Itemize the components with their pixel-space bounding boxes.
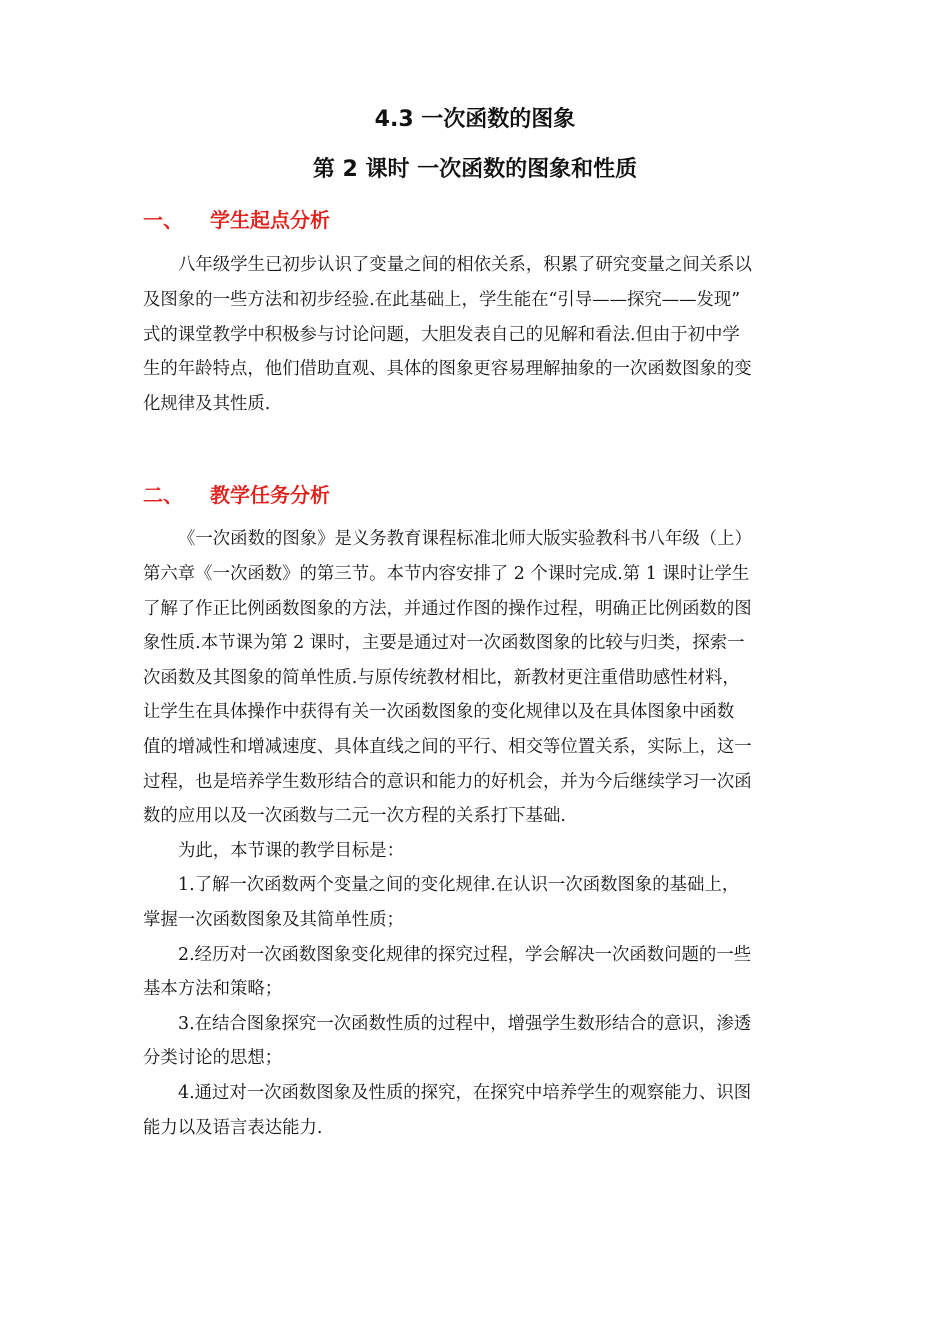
objective-line: 4.通过对一次函数图象及性质的探究，在探究中培养学生的观察能力、识图 [178, 1083, 752, 1103]
objective-line: 基本方法和策略； [143, 979, 283, 999]
paragraph-line: 值的增减性和增减速度、具体直线之间的平行、相交等位置关系，实际上，这一 [143, 737, 752, 757]
paragraph-line: 让学生在具体操作中获得有关一次函数图象的变化规律以及在具体图象中函数 [143, 702, 735, 722]
section-heading-task-analysis [143, 480, 330, 510]
paragraph-line: 化规律及其性质. [143, 394, 271, 414]
objective-line: 3.在结合图象探究一次函数性质的过程中，增强学生数形结合的意识，渗透 [178, 1014, 752, 1034]
paragraph-line: 过程，也是培养学生数形结合的意识和能力的好机会，并为今后继续学习一次函 [143, 772, 752, 792]
section-number: 一、 [143, 208, 183, 232]
paragraph-line: 式的课堂教学中积极参与讨论问题，大胆发表自己的见解和看法.但由于初中学 [143, 325, 740, 345]
paragraph-line: 《一次函数的图象》是义务教育课程标准北师大版实验教科书八年级（上） [178, 529, 752, 549]
paragraph-line: 八年级学生已初步认识了变量之间的相依关系，积累了研究变量之间关系以 [178, 255, 752, 275]
section-number: 二、 [143, 483, 183, 507]
objective-line: 2.经历对一次函数图象变化规律的探究过程，学会解决一次函数问题的一些 [178, 945, 752, 965]
objective-line: 分类讨论的思想； [143, 1048, 283, 1068]
page-title: 4.3 一次函数的图象 [374, 107, 576, 132]
page-subtitle: 第 2 课时 一次函数的图象和性质 [312, 157, 638, 182]
section-heading-student-analysis [143, 205, 330, 235]
paragraph-line: 生的年龄特点，他们借助直观、具体的图象更容易理解抽象的一次函数图象的变 [143, 359, 752, 379]
paragraph-line: 了解了作正比例函数图象的方法，并通过作图的操作过程，明确正比例函数的图 [143, 599, 752, 619]
section-heading-text: 学生起点分析 [210, 208, 330, 232]
paragraph-line: 象性质.本节课为第 2 课时，主要是通过对一次函数图象的比较与归类，探索一 [143, 633, 745, 653]
paragraph-line: 及图象的一些方法和初步经验.在此基础上，学生能在“引导——探究——发现” [143, 290, 741, 310]
section-heading-text: 教学任务分析 [210, 483, 330, 507]
paragraph-line: 数的应用以及一次函数与二元一次方程的关系打下基础. [143, 806, 566, 826]
paragraph-line: 次函数及其图象的简单性质.与原传统教材相比，新教材更注重借助感性材料， [143, 668, 740, 688]
paragraph-line: 为此，本节课的教学目标是： [178, 841, 405, 861]
paragraph-line: 第六章《一次函数》的第三节。本节内容安排了 2 个课时完成.第 1 课时让学生 [143, 564, 750, 584]
objective-line: 1.了解一次函数两个变量之间的变化规律.在认识一次函数图象的基础上， [178, 875, 740, 895]
objective-line: 掌握一次函数图象及其简单性质； [143, 910, 404, 930]
objective-line: 能力以及语言表达能力. [143, 1118, 323, 1138]
